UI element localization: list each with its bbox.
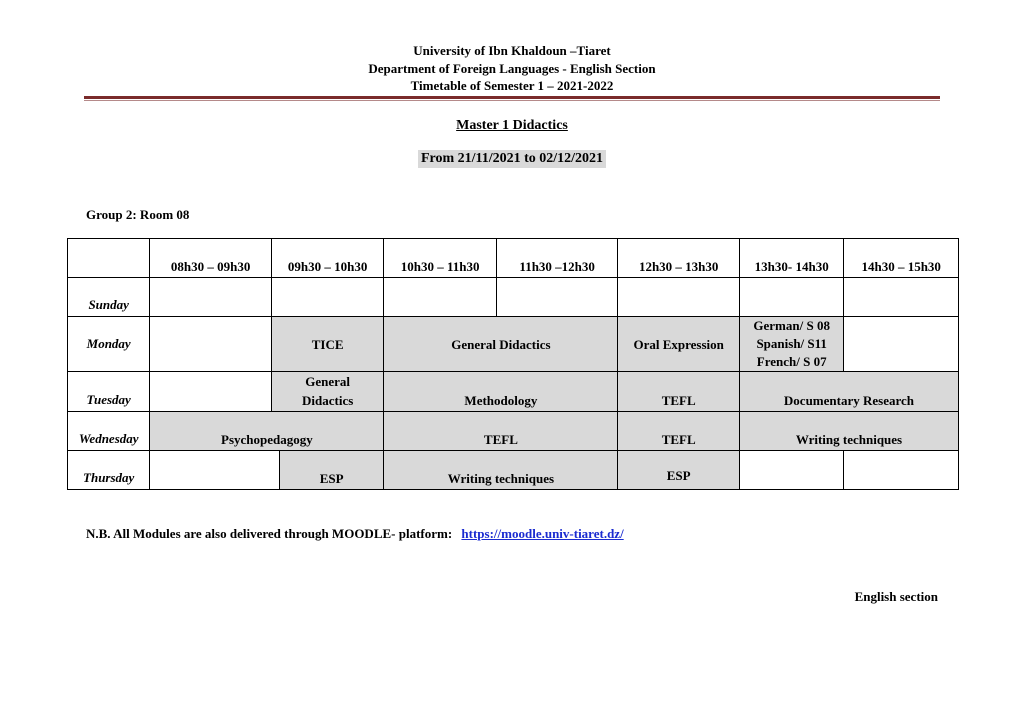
session-tefl: TEFL	[384, 412, 618, 451]
session-oral-expression: Oral Expression	[618, 317, 740, 372]
session-writing-techniques: Writing techniques	[739, 412, 958, 451]
date-range	[0, 150, 1024, 168]
corner-cell	[68, 239, 150, 278]
session-documentary-research: Documentary Research	[739, 372, 958, 412]
empty-cell	[150, 372, 272, 412]
empty-cell	[150, 278, 272, 317]
header-divider-thin	[84, 100, 940, 101]
header-divider-thick	[84, 96, 940, 99]
day-thursday: Thursday	[68, 451, 150, 490]
session-general-didactics	[271, 372, 384, 412]
empty-cell	[271, 278, 384, 317]
session-tefl: TEFL	[618, 412, 740, 451]
time-slot-7: 14h30 – 15h30	[844, 239, 959, 278]
day-wednesday: Wednesday	[68, 412, 150, 451]
session-tefl: TEFL	[618, 372, 740, 412]
date-range-text: From 21/11/2021 to 02/12/2021	[418, 150, 606, 168]
timetable	[67, 238, 959, 490]
session-psychopedagogy: Psychopedagogy	[150, 412, 384, 451]
empty-cell	[384, 278, 497, 317]
empty-cell	[844, 278, 959, 317]
session-methodology: Methodology	[384, 372, 618, 412]
session-foreign-languages	[739, 317, 843, 372]
session-writing-techniques: Writing techniques	[384, 451, 618, 490]
moodle-note	[86, 526, 624, 542]
department-name: Department of Foreign Languages - English Section	[368, 61, 656, 76]
day-tuesday: Tuesday	[68, 372, 150, 412]
empty-cell	[618, 278, 740, 317]
empty-cell	[150, 451, 280, 490]
moodle-link[interactable]: https://moodle.univ-tiaret.dz/	[461, 526, 624, 541]
university-name: University of Ibn Khaldoun –Tiaret	[413, 43, 611, 58]
time-slot-3: 10h30 – 11h30	[384, 239, 497, 278]
session-general-didactics: General Didactics	[384, 317, 618, 372]
session-line: General	[305, 374, 351, 389]
empty-cell	[739, 278, 843, 317]
session-line: Didactics	[302, 393, 354, 408]
time-slot-4: 11h30 –12h30	[496, 239, 618, 278]
time-slot-5: 12h30 – 13h30	[618, 239, 740, 278]
empty-cell	[150, 317, 272, 372]
time-slot-1: 08h30 – 09h30	[150, 239, 272, 278]
time-slot-6: 13h30- 14h30	[739, 239, 843, 278]
timetable-title: Timetable of Semester 1 – 2021-2022	[410, 78, 614, 93]
session-tice: TICE	[271, 317, 384, 372]
row-sunday	[68, 278, 959, 317]
session-esp: ESP	[618, 451, 740, 490]
row-monday	[68, 317, 959, 372]
session-esp: ESP	[279, 451, 383, 490]
empty-cell	[844, 451, 959, 490]
group-label: Group 2: Room 08	[86, 207, 190, 222]
language-spanish: Spanish/ S11	[756, 336, 827, 351]
row-thursday	[68, 451, 959, 490]
time-slot-2: 09h30 – 10h30	[271, 239, 384, 278]
day-monday: Monday	[68, 317, 150, 372]
program-title-text: Master 1 Didactics	[456, 118, 568, 133]
signoff: English section	[854, 589, 938, 604]
row-wednesday	[68, 412, 959, 451]
note-text: N.B. All Modules are also delivered through MOODLE- platform:	[86, 526, 453, 541]
row-tuesday	[68, 372, 959, 412]
program-title	[0, 118, 1024, 134]
language-french: French/ S 07	[756, 354, 827, 369]
empty-cell	[739, 451, 843, 490]
header-row	[68, 239, 959, 278]
empty-cell	[496, 278, 618, 317]
language-german: German/ S 08	[753, 318, 830, 333]
empty-cell	[844, 317, 959, 372]
day-sunday: Sunday	[68, 278, 150, 317]
